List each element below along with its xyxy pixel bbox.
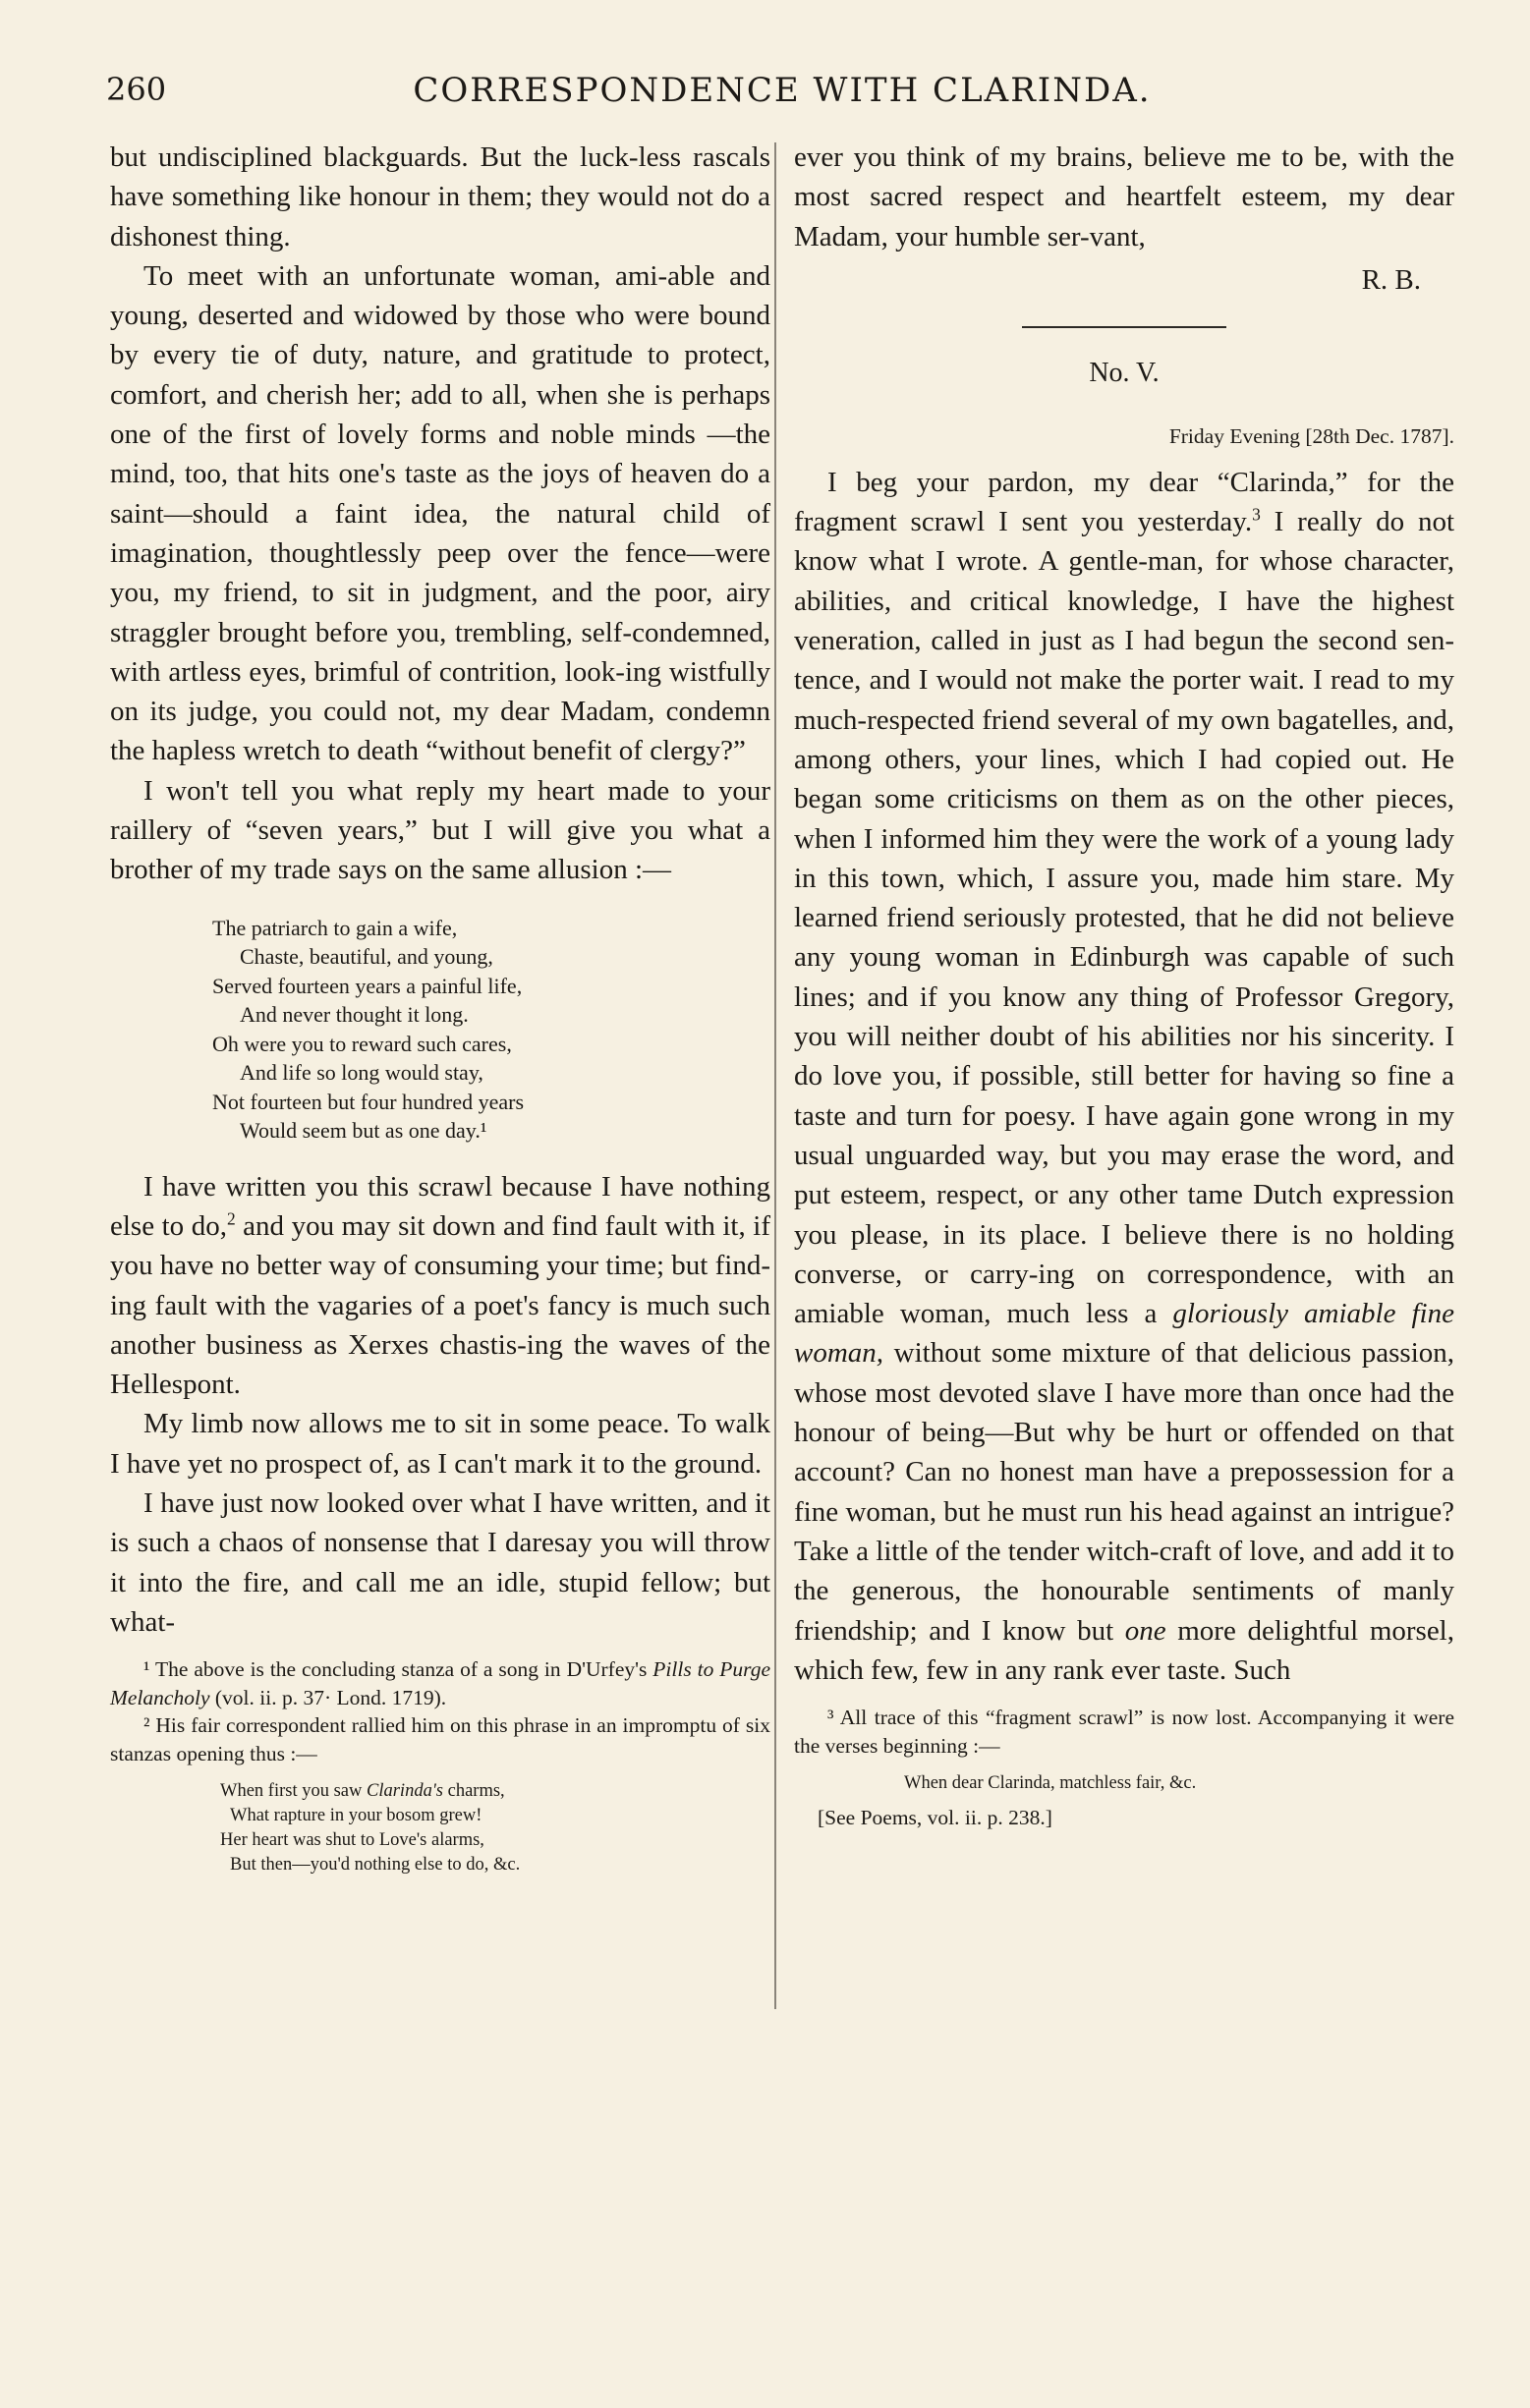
- right-column: [794, 138, 1454, 1830]
- paragraph: [110, 1167, 770, 1405]
- cross-reference: [See Poems, vol. ii. p. 238.]: [818, 1806, 1052, 1830]
- verse-line: [220, 1779, 770, 1804]
- text-run: ¹ The above is the concluding stanza of a song in D'Urfey's: [143, 1657, 653, 1682]
- text-run: more delightful morsel, which few, few in any rank ever taste. Such: [794, 1614, 1454, 1686]
- paragraph: [794, 463, 1454, 1690]
- paragraph-continued: but undisciplined blackguards. But the luck-less rascals have something like honour in them; they would not do a dishonest thing.: [110, 141, 770, 252]
- footnote-2: ² His fair correspondent rallied him on this phrase in an impromptu of six stanzas opening thus :—: [110, 1713, 770, 1765]
- text-run: Clarinda's: [367, 1781, 443, 1802]
- paragraph: To meet with an unfortunate woman, ami-able and young, deserted and widowed by those who were bound by every tie of duty, nature, and gratitude to protect, comfort, and cherish her; add to all, when she is perhaps one of the first of lovely forms and noble minds —the mind, too, that hits one's taste as the joys of heaven do a saint—should a faint idea, the natural child of imagination, thoughtlessly peep over the fence—were you, my friend, to sit in judgment, and the poor, airy straggler brought before you, trembling, self-condemned, with artless eyes, brimful of contrition, look-ing wistfully on its judge, you could not, my dear Madam, condemn the hapless wretch to death “without benefit of clergy?”: [110, 259, 770, 767]
- book-title: Pills to Purge Melancholy: [110, 1657, 771, 1709]
- verse-stanza: [212, 914, 770, 1146]
- page-header: [106, 71, 1458, 118]
- paragraph-continued: ever you think of my brains, believe me to be, with the most sacred respect and heartfelt esteem, my dear Madam, your humble ser-vant,: [794, 141, 1454, 252]
- text-run: and you may sit down and find fault with it, if you have no better way of consuming your time; but find-ing fault with the vagaries of a poet's fancy is much such another business as Xerxes chastis-ing the waves of the Hellespont.: [110, 1209, 770, 1401]
- footnote-1: [110, 1655, 770, 1711]
- footnote-3: ³ All trace of this “fragment scrawl” is now lost. Accompanying it were the verses beginning :—: [794, 1706, 1454, 1758]
- verse-line: Oh were you to reward such cares,: [212, 1031, 512, 1056]
- footnote-ref: 2: [226, 1208, 236, 1229]
- verse-line: The patriarch to gain a wife,: [212, 915, 458, 940]
- signature: R. B.: [1361, 263, 1421, 296]
- footnote-ref: 3: [1252, 504, 1261, 525]
- left-column: [110, 138, 770, 1877]
- column-rule: [774, 142, 776, 2009]
- letter-heading: No. V.: [1089, 357, 1160, 388]
- text-run: (vol. ii. p. 37· Lond. 1719).: [209, 1685, 447, 1709]
- page-number: 260: [106, 71, 167, 108]
- verse-line: Her heart was shut to Love's alarms,: [220, 1830, 484, 1851]
- footnote-verse: When dear Clarinda, matchless fair, &c.: [904, 1773, 1197, 1794]
- verse-line: What rapture in your bosom grew!: [230, 1806, 482, 1826]
- running-title: CORRESPONDENCE WITH CLARINDA.: [413, 71, 1152, 110]
- text-run: I have written you this scrawl because I have nothing else to do,: [110, 1170, 770, 1242]
- verse-line: And life so long would stay,: [240, 1060, 483, 1086]
- verse-line: Chaste, beautiful, and young,: [240, 944, 493, 970]
- section-divider: [1022, 326, 1226, 328]
- paragraph: My limb now allows me to sit in some peace. To walk I have yet no prospect of, as I can't mark it to the ground.: [110, 1408, 770, 1480]
- verse-line: Would seem but as one day.¹: [240, 1118, 487, 1144]
- verse-line: Served fourteen years a painful life,: [212, 973, 523, 998]
- text-run: I really do not know what I wrote. A gentle-man, for whose character, abilities, and critical knowledge, I have the highest veneration, called in just as I had begun the second sen-tence, and I would not make the porter wait. I read to my much-respected friend several of my own bagatelles, and, among others, your lines, which I had copied out. He began some criticisms on them as on the other pieces, when I informed him they were the work of a young lady in this town, which, I assure you, made him stare. My learned friend seriously protested, that he did not believe any young woman in Edinburgh was capable of such lines; and if you know any thing of Professor Gregory, you will neither doubt of his abilities nor his sincerity. I do love you, if possible, still better for having so fine a taste and turn for poesy. I have again gone wrong in my usual unguarded way, but you may erase the word, and put esteem, respect, or any other tame Dutch expression you please, in its place. I believe there is no holding converse, or carry-ing on correspondence, with an amiable woman, much less a: [794, 506, 1454, 1330]
- verse-line: Not fourteen but four hundred years: [212, 1089, 525, 1114]
- text-run: I beg your pardon, my dear “Clarinda,” for the fragment scrawl I sent you yesterday.: [794, 466, 1454, 538]
- verse-line: But then—you'd nothing else to do, &c.: [230, 1855, 521, 1876]
- emphasis: gloriously amiable fine woman,: [794, 1298, 1454, 1370]
- paragraph: I won't tell you what reply my heart made to your raillery of “seven years,” but I will give you what a brother of my trade says on the same allusion :—: [110, 774, 770, 886]
- footnote-verse: [220, 1779, 770, 1877]
- emphasis: one: [1124, 1614, 1166, 1647]
- paragraph: I have just now looked over what I have written, and it is such a chaos of nonsense that I daresay you will throw it into the fire, and call me an idle, stupid fellow; but what-: [110, 1487, 770, 1638]
- text-run: When first you saw: [220, 1781, 367, 1802]
- verse-line: And never thought it long.: [240, 1002, 469, 1028]
- text-run: charms,: [442, 1781, 505, 1802]
- text-run: without some mixture of that delicious passion, whose most devoted slave I have more than once had the honour of being—But why be hurt or offended on that account? Can no honest man have a prepossession for a fine woman, but he must run his head against an intrigue? Take a little of the tender witch-craft of love, and add it to the generous, the honourable sentiments of manly friendship; and I know but: [794, 1337, 1454, 1647]
- dateline: Friday Evening [28th Dec. 1787].: [1168, 423, 1454, 448]
